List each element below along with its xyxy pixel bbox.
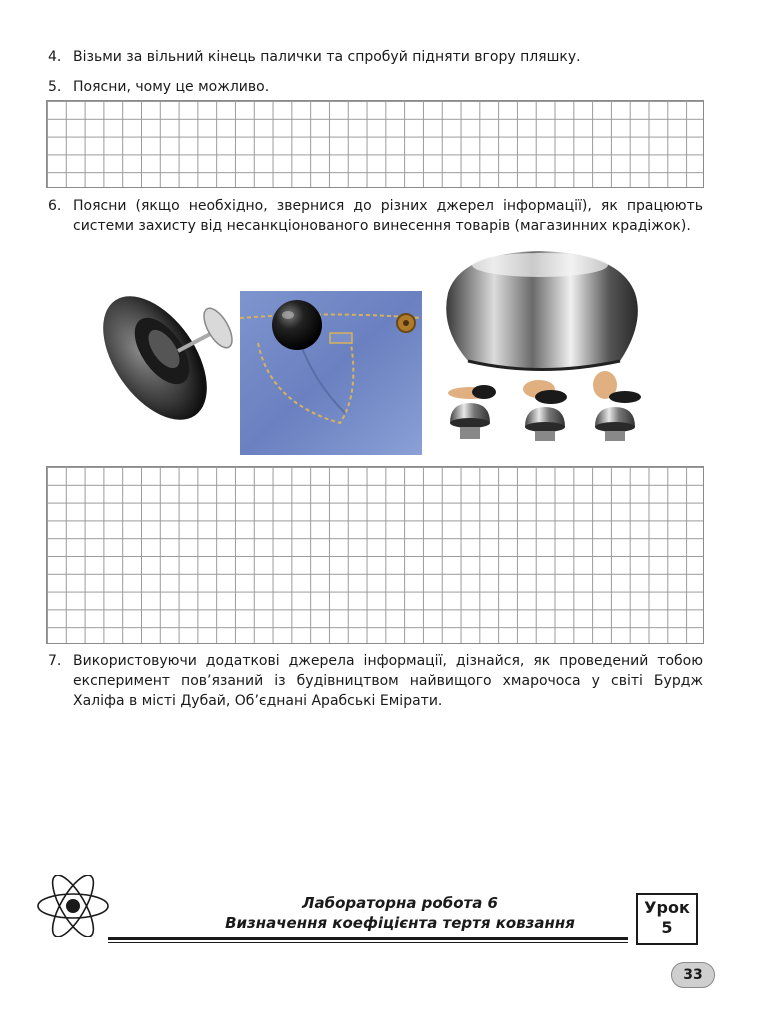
lesson-badge <box>636 893 698 945</box>
divider-line <box>108 937 628 940</box>
task-number: 4. <box>48 49 62 65</box>
security-tag-with-pin-icon <box>100 278 238 439</box>
magnetic-detacher-icon <box>446 251 641 441</box>
task-number: 6. <box>48 198 62 214</box>
answer-grid-6[interactable] <box>46 466 704 644</box>
task-4 <box>48 47 703 67</box>
lesson-label: Урок <box>644 898 690 917</box>
lab-work-subtitle: Визначення коефіцієнта тертя ковзання <box>225 914 575 932</box>
security-tags-illustration <box>100 243 645 455</box>
lab-work-title: Лабораторна робота 6 <box>302 894 498 912</box>
task-number: 7. <box>48 653 62 669</box>
task-number: 5. <box>48 79 62 95</box>
task-text: Використовуючи додаткові джерела інформації, дізнайся, як проведений тобою експеримент пов’язаний із будівництвом найвищого хмарочоса у світі Бурдж Халіфа в місті Дубай, Об’єднані Арабські Емірати. <box>73 653 703 709</box>
lesson-number: 5 <box>661 918 673 937</box>
jeans-with-security-tag-icon <box>240 291 422 455</box>
divider-line-thin <box>108 942 628 943</box>
task-6 <box>48 196 703 236</box>
task-text: Поясни, чому це можливо. <box>73 79 270 95</box>
task-5 <box>48 77 703 97</box>
atom-icon <box>35 875 111 937</box>
task-text: Поясни (якщо необхідно, звернися до різних джерел інформації), як працюють системи захисту від несанкціонованого винесення товарів (магазинних крадіжок). <box>73 198 703 234</box>
answer-grid-5[interactable] <box>46 100 704 188</box>
page-number: 33 <box>671 962 715 988</box>
task-7 <box>48 651 703 711</box>
task-text: Візьми за вільний кінець палички та спробуй підняти вгору пляшку. <box>73 49 581 65</box>
